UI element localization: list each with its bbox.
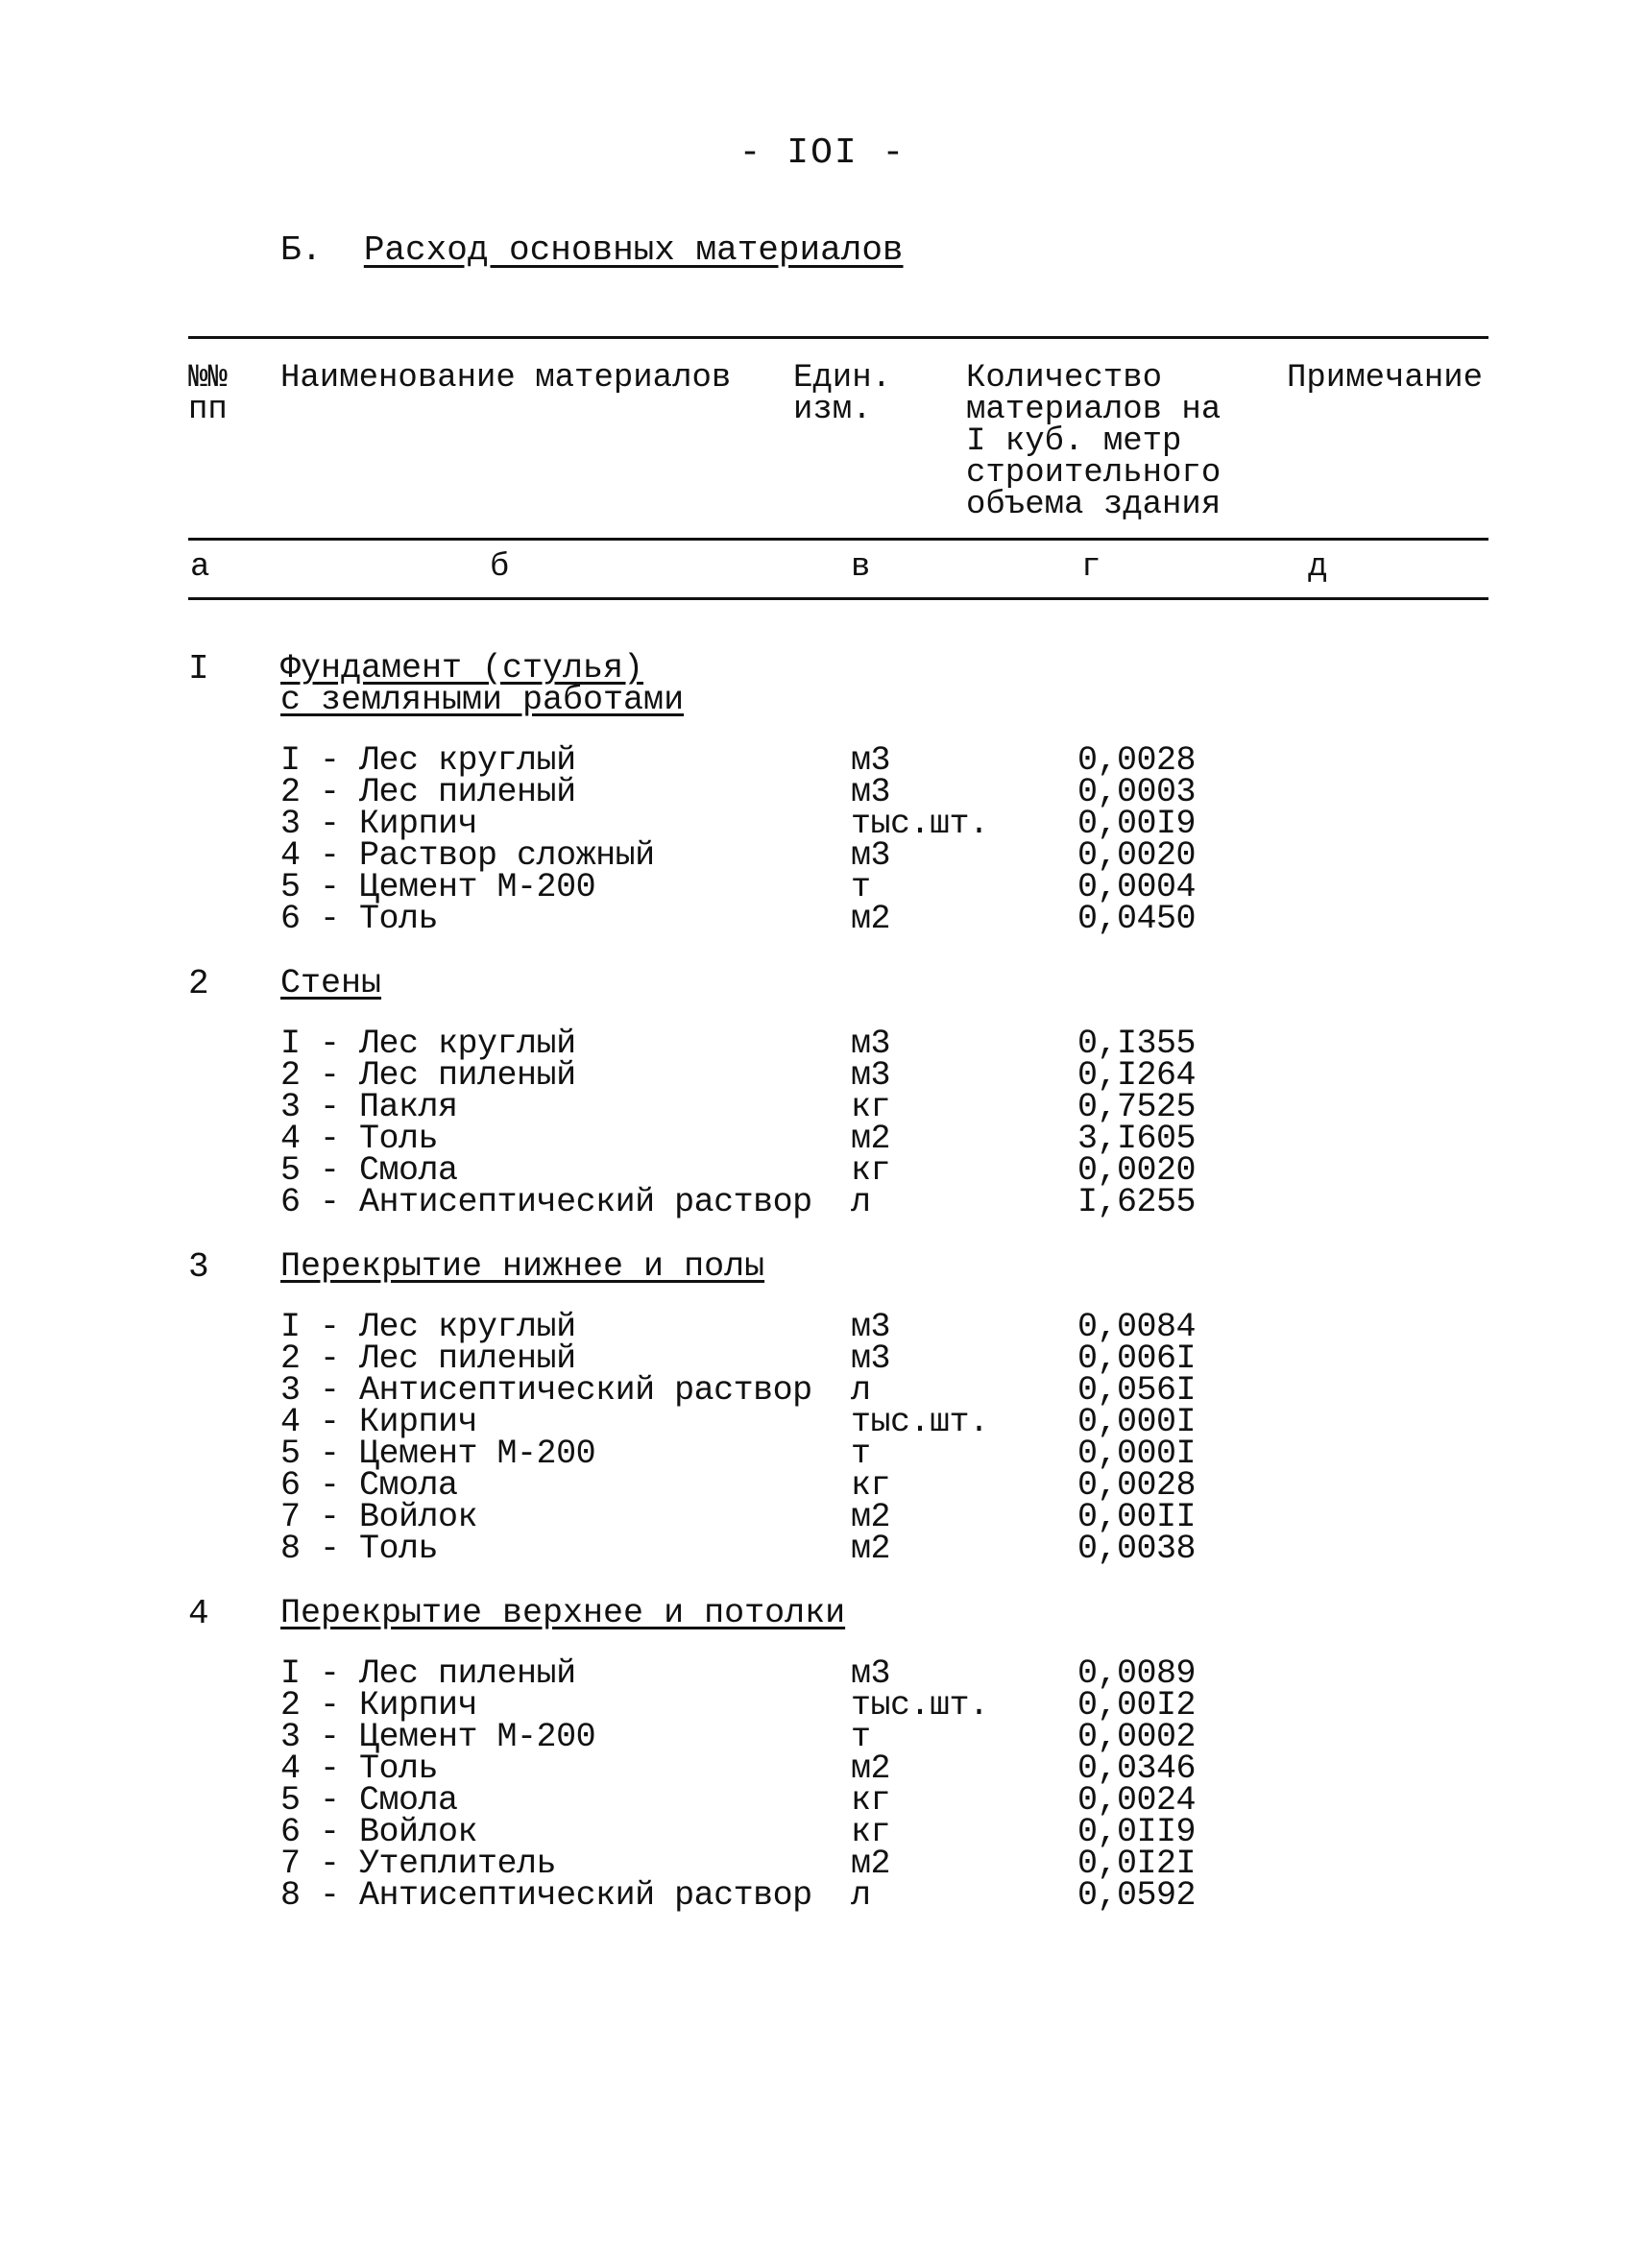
unit-cell: м2 <box>851 1530 891 1568</box>
table-row <box>0 1781 1645 1820</box>
table-row <box>0 1749 1645 1788</box>
section-heading <box>280 230 904 270</box>
quantity-cell: 0,00I2 <box>1077 1686 1197 1725</box>
material-name-cell <box>280 1530 439 1568</box>
quantity-cell: 0,0084 <box>1077 1308 1197 1346</box>
section-title: Перекрытие нижнее и полы <box>280 1247 765 1286</box>
quantity-cell: 0,I355 <box>1077 1025 1197 1063</box>
quantity-cell: 0,00I9 <box>1077 805 1197 843</box>
item-number: 5 <box>280 1151 301 1190</box>
material-section <box>0 964 1645 1221</box>
header-num: №№ пп <box>188 360 228 428</box>
quantity-cell: 0,0450 <box>1077 900 1197 938</box>
unit-cell: м3 <box>851 836 891 875</box>
table-row <box>0 1151 1645 1190</box>
unit-cell: тыс.шт. <box>851 1403 989 1441</box>
table-row <box>0 1088 1645 1126</box>
item-dash: - <box>300 868 360 906</box>
quantity-cell: 0,000I <box>1077 1435 1197 1473</box>
quantity-cell: 0,0038 <box>1077 1530 1197 1568</box>
section-items <box>0 1308 1645 1568</box>
table-row <box>0 1056 1645 1095</box>
table-row <box>0 1498 1645 1536</box>
item-dash: - <box>300 1718 360 1756</box>
item-number: 6 <box>280 1466 301 1505</box>
material-name: Войлок <box>359 1813 478 1851</box>
item-dash: - <box>300 741 360 780</box>
item-dash: - <box>300 1308 360 1346</box>
item-number: 3 <box>280 1371 301 1410</box>
item-number: I <box>280 1308 301 1346</box>
quantity-cell: 0,I264 <box>1077 1056 1197 1095</box>
material-name-cell <box>280 900 439 938</box>
quantity-cell: 0,0004 <box>1077 868 1197 906</box>
unit-cell: л <box>851 1876 871 1915</box>
quantity-cell: 3,I605 <box>1077 1120 1197 1158</box>
unit-cell: м2 <box>851 1845 891 1883</box>
item-number: 2 <box>280 1056 301 1095</box>
unit-cell: т <box>851 1718 871 1756</box>
heading-title: Расход основных материалов <box>363 230 904 270</box>
table-row <box>0 836 1645 875</box>
header-name: Наименование материалов <box>280 360 732 397</box>
material-name: Лес пиленый <box>359 1056 576 1095</box>
unit-cell: м2 <box>851 900 891 938</box>
item-number: 4 <box>280 1749 301 1788</box>
material-name: Кирпич <box>359 1403 478 1441</box>
item-dash: - <box>300 1749 360 1788</box>
material-name: Раствор сложный <box>359 836 655 875</box>
quantity-cell: 0,0592 <box>1077 1876 1197 1915</box>
item-dash: - <box>300 1403 360 1441</box>
item-number: 8 <box>280 1876 301 1915</box>
column-letter-d: д <box>1308 549 1328 586</box>
item-dash: - <box>300 805 360 843</box>
item-number: 6 <box>280 900 301 938</box>
item-dash: - <box>300 1686 360 1725</box>
quantity-cell: I,6255 <box>1077 1183 1197 1221</box>
item-number: 5 <box>280 868 301 906</box>
material-name: Лес круглый <box>359 1025 576 1063</box>
material-name: Пакля <box>359 1088 458 1126</box>
section-number: 2 <box>188 964 209 1003</box>
item-dash: - <box>300 836 360 875</box>
item-number: 2 <box>280 1339 301 1378</box>
table-row <box>0 741 1645 780</box>
unit-cell: м2 <box>851 1749 891 1788</box>
table-row <box>0 773 1645 811</box>
unit-cell: м3 <box>851 741 891 780</box>
item-dash: - <box>300 1088 360 1126</box>
material-name: Цемент М-200 <box>359 1718 596 1756</box>
quantity-cell: 0,0089 <box>1077 1654 1197 1693</box>
section-number: 4 <box>188 1594 209 1633</box>
item-number: I <box>280 1654 301 1693</box>
table-row <box>0 1845 1645 1883</box>
quantity-cell: 0,0028 <box>1077 741 1197 780</box>
quantity-cell: 0,0003 <box>1077 773 1197 811</box>
table-row <box>0 1339 1645 1378</box>
unit-cell: м3 <box>851 1056 891 1095</box>
heading-prefix: Б. <box>280 230 323 270</box>
column-letter-g: г <box>1081 549 1101 586</box>
material-name: Утеплитель <box>359 1845 557 1883</box>
table-row <box>0 1876 1645 1915</box>
item-number: 2 <box>280 1686 301 1725</box>
item-dash: - <box>300 1498 360 1536</box>
material-name: Лес круглый <box>359 1308 576 1346</box>
section-number: 3 <box>188 1247 209 1287</box>
table-row <box>0 1371 1645 1410</box>
table-row <box>0 1686 1645 1725</box>
unit-cell: кг <box>851 1151 891 1190</box>
item-number: 4 <box>280 1403 301 1441</box>
item-dash: - <box>300 1435 360 1473</box>
header-unit: Един. изм. <box>793 360 892 428</box>
header-bottom-rule <box>188 538 1488 541</box>
material-section <box>0 1247 1645 1568</box>
section-number: I <box>188 649 209 688</box>
unit-cell: л <box>851 1183 871 1221</box>
item-dash: - <box>300 1654 360 1693</box>
item-number: 5 <box>280 1781 301 1820</box>
material-name: Толь <box>359 1530 439 1568</box>
quantity-cell: 0,0II9 <box>1077 1813 1197 1851</box>
item-dash: - <box>300 1120 360 1158</box>
material-name: Кирпич <box>359 1686 478 1725</box>
unit-cell: кг <box>851 1088 891 1126</box>
quantity-cell: 0,0020 <box>1077 836 1197 875</box>
material-section <box>0 1594 1645 1915</box>
table-row <box>0 868 1645 906</box>
unit-cell: м2 <box>851 1498 891 1536</box>
item-number: 4 <box>280 836 301 875</box>
item-dash: - <box>300 1813 360 1851</box>
unit-cell: т <box>851 868 871 906</box>
material-name-cell <box>280 1876 812 1915</box>
item-dash: - <box>300 1339 360 1378</box>
item-dash: - <box>300 1025 360 1063</box>
item-number: 8 <box>280 1530 301 1568</box>
material-name: Смола <box>359 1466 458 1505</box>
item-number: 4 <box>280 1120 301 1158</box>
material-name: Лес пиленый <box>359 773 576 811</box>
table-row <box>0 1308 1645 1346</box>
unit-cell: м3 <box>851 1654 891 1693</box>
material-name: Смола <box>359 1781 458 1820</box>
quantity-cell: 0,0024 <box>1077 1781 1197 1820</box>
unit-cell: м2 <box>851 1120 891 1158</box>
column-letter-v: в <box>851 549 871 586</box>
material-section <box>0 649 1645 938</box>
header-note: Примечание <box>1287 360 1484 397</box>
unit-cell: л <box>851 1371 871 1410</box>
item-number: 7 <box>280 1845 301 1883</box>
table-row <box>0 1530 1645 1568</box>
table-row <box>0 805 1645 843</box>
unit-cell: м3 <box>851 1308 891 1346</box>
quantity-cell: 0,056I <box>1077 1371 1197 1410</box>
item-dash: - <box>300 1876 360 1915</box>
column-letter-a: а <box>190 549 210 586</box>
section-items <box>0 1654 1645 1915</box>
section-items <box>0 741 1645 938</box>
item-dash: - <box>300 1151 360 1190</box>
material-name: Лес пиленый <box>359 1339 576 1378</box>
column-letter-b: б <box>490 549 510 586</box>
table-row <box>0 1120 1645 1158</box>
quantity-cell: 0,0346 <box>1077 1749 1197 1788</box>
table-row <box>0 1183 1645 1221</box>
material-name: Цемент М-200 <box>359 868 596 906</box>
unit-cell: м3 <box>851 1339 891 1378</box>
material-name: Антисептический раствор <box>359 1876 812 1915</box>
materials-table-body <box>0 649 1645 1944</box>
item-number: 5 <box>280 1435 301 1473</box>
table-row <box>0 1718 1645 1756</box>
table-row <box>0 1654 1645 1693</box>
table-row <box>0 1025 1645 1063</box>
material-name: Лес круглый <box>359 741 576 780</box>
material-name: Толь <box>359 1749 439 1788</box>
column-letters-rule <box>188 597 1488 600</box>
quantity-cell: 0,00II <box>1077 1498 1197 1536</box>
quantity-cell: 0,0002 <box>1077 1718 1197 1756</box>
table-top-rule <box>188 336 1488 339</box>
material-name: Лес пиленый <box>359 1654 576 1693</box>
unit-cell: м3 <box>851 1025 891 1063</box>
section-title-line2: с земляными работами <box>280 681 685 719</box>
unit-cell: т <box>851 1435 871 1473</box>
quantity-cell: 0,0028 <box>1077 1466 1197 1505</box>
material-name-cell <box>280 1183 812 1221</box>
item-number: 3 <box>280 1088 301 1126</box>
unit-cell: кг <box>851 1813 891 1851</box>
item-dash: - <box>300 1845 360 1883</box>
item-number: I <box>280 741 301 780</box>
section-title: Фундамент (стулья) <box>280 649 644 688</box>
unit-cell: кг <box>851 1781 891 1820</box>
unit-cell: тыс.шт. <box>851 805 989 843</box>
item-dash: - <box>300 1371 360 1410</box>
quantity-cell: 0,0020 <box>1077 1151 1197 1190</box>
item-dash: - <box>300 1183 360 1221</box>
material-name: Толь <box>359 900 439 938</box>
item-dash: - <box>300 1781 360 1820</box>
section-title: Перекрытие верхнее и потолки <box>280 1594 846 1632</box>
material-name: Смола <box>359 1151 458 1190</box>
item-dash: - <box>300 773 360 811</box>
table-row <box>0 900 1645 938</box>
item-dash: - <box>300 1466 360 1505</box>
quantity-cell: 0,0I2I <box>1077 1845 1197 1883</box>
item-number: 7 <box>280 1498 301 1536</box>
item-number: 2 <box>280 773 301 811</box>
item-dash: - <box>300 1056 360 1095</box>
material-name: Войлок <box>359 1498 478 1536</box>
page-number: - IOI - <box>738 133 907 174</box>
table-row <box>0 1813 1645 1851</box>
material-name: Антисептический раствор <box>359 1371 812 1410</box>
item-number: I <box>280 1025 301 1063</box>
unit-cell: тыс.шт. <box>851 1686 989 1725</box>
item-number: 6 <box>280 1813 301 1851</box>
section-title: Стены <box>280 964 382 1002</box>
table-row <box>0 1435 1645 1473</box>
table-row <box>0 1403 1645 1441</box>
unit-cell: кг <box>851 1466 891 1505</box>
section-items <box>0 1025 1645 1221</box>
item-dash: - <box>300 1530 360 1568</box>
quantity-cell: 0,000I <box>1077 1403 1197 1441</box>
item-number: 3 <box>280 1718 301 1756</box>
quantity-cell: 0,006I <box>1077 1339 1197 1378</box>
material-name: Толь <box>359 1120 439 1158</box>
material-name: Кирпич <box>359 805 478 843</box>
quantity-cell: 0,7525 <box>1077 1088 1197 1126</box>
material-name: Антисептический раствор <box>359 1183 812 1221</box>
header-qty: Количество материалов на I куб. метр строительного объема здания <box>966 360 1222 523</box>
table-row <box>0 1466 1645 1505</box>
material-name: Цемент М-200 <box>359 1435 596 1473</box>
item-number: 6 <box>280 1183 301 1221</box>
unit-cell: м3 <box>851 773 891 811</box>
item-number: 3 <box>280 805 301 843</box>
item-dash: - <box>300 900 360 938</box>
